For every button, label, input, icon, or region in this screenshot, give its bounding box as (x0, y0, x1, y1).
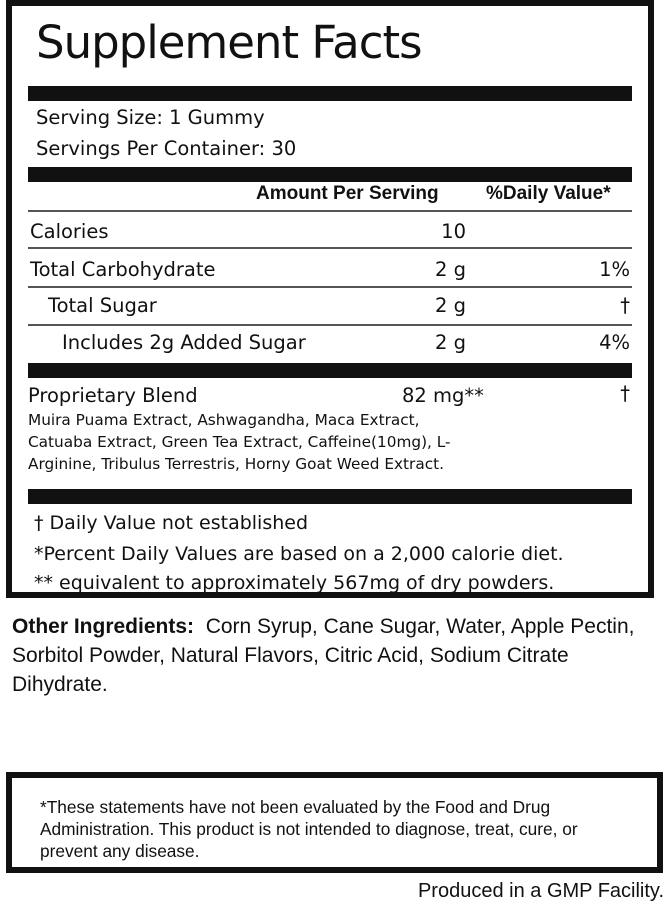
divider-thick (28, 489, 632, 504)
blend-label: Proprietary Blend (28, 384, 198, 407)
row-amount-added-sugar: 2 g (435, 331, 466, 354)
row-label-total-carbohydrate: Total Carbohydrate (30, 258, 216, 281)
divider-thick (28, 86, 632, 101)
other-ingredients-label: Other Ingredients: (12, 615, 195, 638)
supplement-facts-panel (6, 0, 654, 598)
blend-ingredients-line: Muira Puama Extract, Ashwagandha, Maca Extract, (28, 411, 420, 429)
divider-thick (28, 167, 632, 182)
blend-ingredients (28, 409, 498, 475)
divider-thin (28, 247, 632, 249)
row-dv-total-sugar: † (620, 294, 630, 317)
row-dv-total-carbohydrate: 1% (599, 258, 630, 281)
footnote-dagger: † Daily Value not established (34, 512, 309, 534)
blend-ingredients-line: Catuaba Extract, Green Tea Extract, Caffeine(10mg), L- (28, 433, 451, 451)
panel-title: Supplement Facts (36, 16, 422, 69)
row-label-added-sugar: Includes 2g Added Sugar (62, 331, 306, 354)
other-ingredients (12, 612, 662, 699)
header-daily-value: %Daily Value* (486, 183, 611, 204)
row-label-calories: Calories (30, 220, 109, 243)
row-amount-calories: 10 (441, 220, 466, 243)
gmp-note: Produced in a GMP Facility. (417, 880, 664, 902)
header-amount-per-serving: Amount Per Serving (256, 183, 439, 204)
divider-thin (28, 324, 632, 326)
footnote-equivalent: ** equivalent to approximately 567mg of dry powders. (34, 572, 555, 594)
other-ingredients-text: Corn Syrup, Cane Sugar, Water, Apple Pectin, Sorbitol Powder, Natural Flavors, Citric Acid, Sodium Citrate Dihydrate. (12, 615, 635, 696)
fda-disclaimer: *These statements have not been evaluated by the Food and Drug Administration. This product is not intended to diagnose, treat, cure, or prevent any disease. (40, 797, 578, 861)
divider-thick (28, 363, 632, 378)
blend-dv: † (620, 382, 630, 405)
divider-thin (28, 210, 632, 212)
blend-ingredients-line: Arginine, Tribulus Terrestris, Horny Goat Weed Extract. (28, 455, 444, 473)
divider-thin (28, 286, 632, 288)
facts-inner (28, 6, 632, 592)
row-amount-total-carbohydrate: 2 g (435, 258, 466, 281)
row-label-total-sugar: Total Sugar (48, 294, 157, 317)
servings-per-container: Servings Per Container: 30 (36, 137, 297, 160)
serving-size: Serving Size: 1 Gummy (36, 106, 265, 129)
row-amount-total-sugar: 2 g (435, 294, 466, 317)
fda-disclaimer-box (6, 772, 663, 873)
blend-amount: 82 mg** (402, 384, 484, 407)
row-dv-added-sugar: 4% (599, 331, 630, 354)
footnote-daily-values: *Percent Daily Values are based on a 2,000 calorie diet. (34, 543, 564, 565)
